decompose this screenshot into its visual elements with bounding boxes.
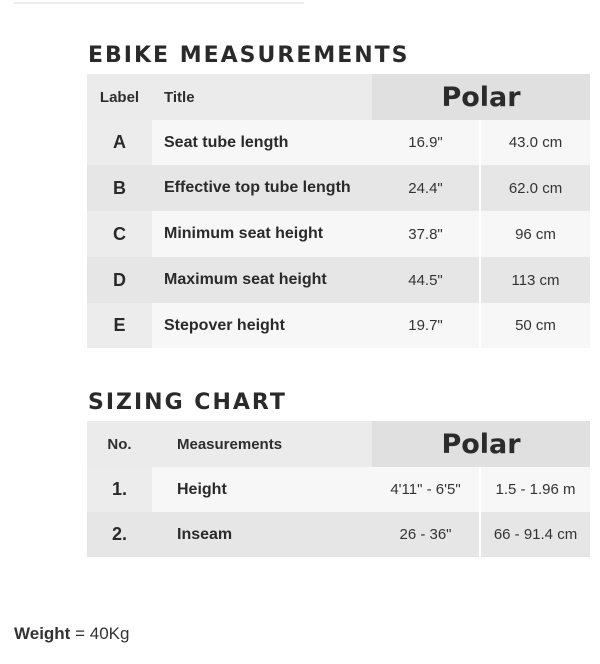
metric-value: 66 - 91.4 cm — [480, 512, 590, 557]
label-column-header: Label — [99, 88, 140, 106]
table-row — [87, 303, 590, 348]
row-key: D — [87, 257, 152, 303]
row-title: Height — [152, 467, 372, 512]
table-header-row — [87, 74, 590, 120]
metric-value: 50 cm — [480, 303, 590, 348]
table-header-row — [87, 421, 590, 467]
metric-value: 43.0 cm — [480, 120, 590, 165]
table-row — [87, 512, 590, 557]
table-row — [87, 211, 590, 257]
imperial-value: 24.4" — [372, 165, 480, 211]
top-divider — [14, 2, 304, 4]
metric-value: 62.0 cm — [480, 165, 590, 211]
polar-model-header: Polar — [372, 421, 590, 467]
table-row — [87, 257, 590, 303]
row-key: B — [87, 165, 152, 211]
metric-value: 96 cm — [480, 211, 590, 257]
ebike-measurements-title: EBIKE MEASUREMENTS — [88, 43, 410, 68]
row-key: 2. — [87, 512, 152, 557]
imperial-value: 4'11" - 6'5" — [372, 467, 480, 512]
row-title: Maximum seat height — [152, 257, 372, 303]
row-title: Stepover height — [152, 303, 372, 348]
number-column-header: No. — [107, 435, 132, 453]
weight-label: Weight — [14, 624, 71, 643]
row-title: Seat tube length — [152, 120, 372, 165]
row-title: Inseam — [152, 512, 372, 557]
weight-equals: = — [75, 624, 86, 643]
row-title: Minimum seat height — [152, 211, 372, 257]
table-row — [87, 165, 590, 211]
imperial-value: 37.8" — [372, 211, 480, 257]
table-row — [87, 120, 590, 165]
imperial-value: 26 - 36" — [372, 512, 480, 557]
metric-value: 113 cm — [480, 257, 590, 303]
weight-value: 40Kg — [89, 624, 130, 643]
row-key: C — [87, 211, 152, 257]
imperial-value: 44.5" — [372, 257, 480, 303]
measurements-column-header: Measurements — [177, 435, 283, 453]
imperial-value: 19.7" — [372, 303, 480, 348]
polar-model-header: Polar — [372, 74, 590, 120]
metric-value: 1.5 - 1.96 m — [480, 467, 590, 512]
row-key: E — [87, 303, 152, 348]
row-key: 1. — [87, 467, 152, 512]
table-row — [87, 467, 590, 512]
sizing-chart-table — [87, 421, 590, 557]
sizing-chart-title: SIZING CHART — [88, 390, 287, 415]
weight-spec — [14, 624, 129, 644]
ebike-measurements-table — [87, 74, 590, 348]
title-column-header: Title — [164, 88, 195, 106]
imperial-value: 16.9" — [372, 120, 480, 165]
row-key: A — [87, 120, 152, 165]
row-title: Effective top tube length — [152, 165, 372, 211]
